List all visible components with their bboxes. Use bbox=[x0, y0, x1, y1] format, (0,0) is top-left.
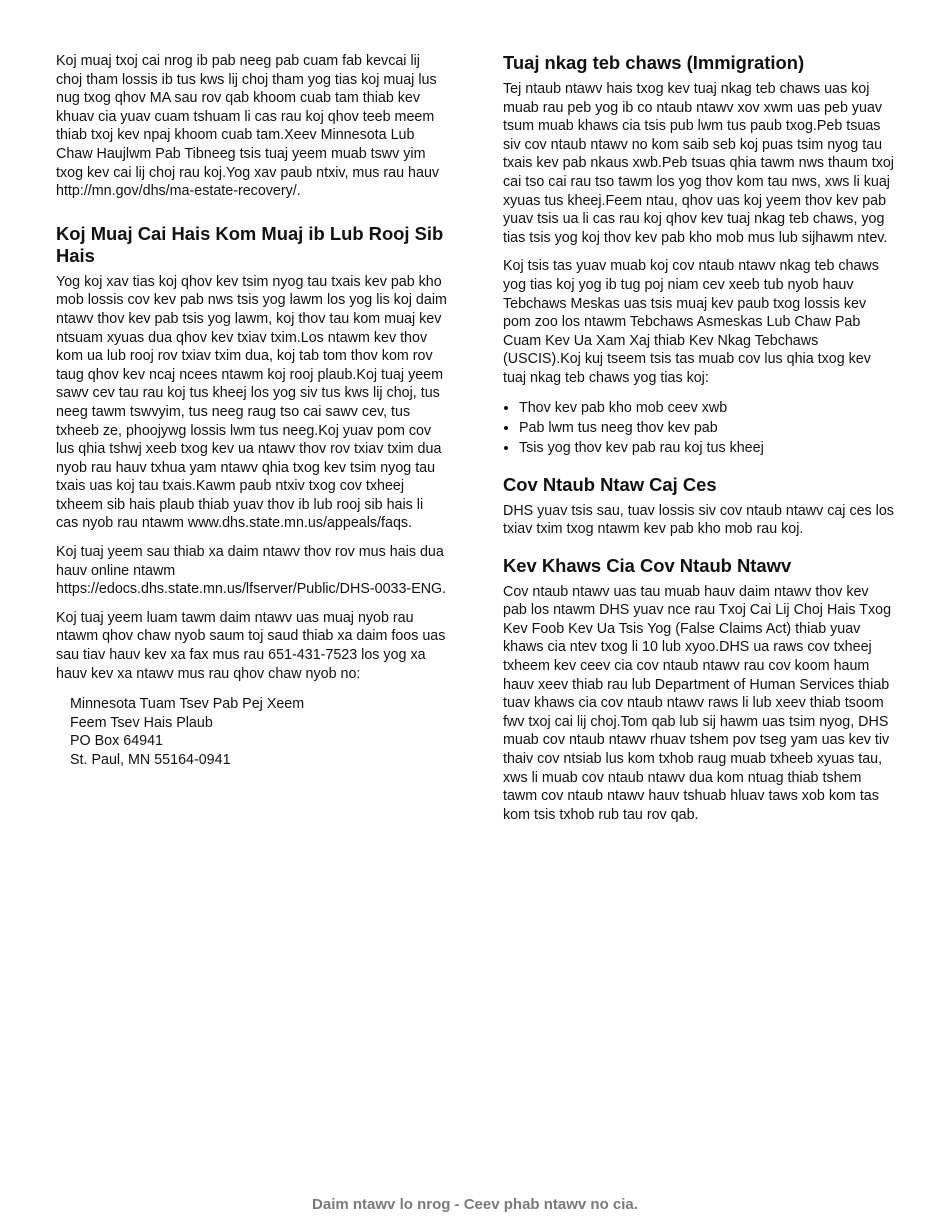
list-item: • Pab lwm tus neeg thov kev pab bbox=[519, 418, 895, 438]
immigration-exemption-paragraph: Koj tsis tas yuav muab koj cov ntaub ntawv nkag teb chaws yog tias koj yog ib tug poj niam cev xeeb tub nyob hauv Tebchaws Meskas uas tsis muaj kev paub txog lossis kev pom zoo los ntawm Tebchaws Asmeskas Lub Chaw Pab Cuam Kev Ua Xam Xaj thiab Kev Nkag Tebchaws (USCIS).Koj kuj tseem tsis tas muab cov lus qhia txog kev tuaj nkag teb chaws yog tias koj: bbox=[503, 258, 879, 386]
records-retention-paragraph: Cov ntaub ntawv uas tau muab hauv daim ntawv thov kev pab los ntawm DHS yuav nce rau Txoj Cai Lij Choj Hais Txog Kev Foob Kev Ua Tsis Yog (False Claims Act) thiab yuav khaws cia ntev txog li 10 lub xyoo.DHS ua raws cov txheej txheem kev ceev cia cov ntaub ntawv rau cov koom haum hauv xeev thiab rau lub Department of Human Services thiab tuav khaws cia cov ntaub ntawv raws li lub xeev thiab tsoom fwv txoj cai lij choj.Tom qab lub sij hawm uas tsim nyog, DHS muab cov ntaub ntawv rhuav tshem pov tseg yam uas kev tiv thaiv cov ntsiab lus kom txhob raug muab txheeb xyuas tau, xws li muab cov ntaub ntawv dua kom ntuag thiab tshem tawm cov ntaub ntawv hauv tshuab hluav taws xob kom tas kom tsis txhob rub tau rov qab. bbox=[503, 583, 892, 823]
address-line: St. Paul, MN 55164-0941 bbox=[70, 752, 231, 768]
mailing-address bbox=[70, 695, 448, 769]
genetic-info-heading: Cov Ntaub Ntaw Caj Ces bbox=[503, 473, 717, 495]
online-appeal-paragraph: Koj tuaj yeem sau thiab xa daim ntawv thov rov mus hais dua hauv online ntawm https://edocs.dhs.state.mn.us/lfserver/Public/DHS-0033-ENG. bbox=[56, 544, 447, 598]
mail-fax-paragraph: Koj tuaj yeem luam tawm daim ntawv uas muaj nyob rau ntawm qhov chaw nyob saum toj saud thiab xa daim foos uas sau tiav hauv kev xa fax mus rau 651-431-7523 los yog xa hauv kev xa ntawv mus rau qhov chaw nyob no: bbox=[56, 609, 446, 682]
address-line: Minnesota Tuam Tsev Pab Pej Xeem bbox=[70, 696, 305, 713]
genetic-info-paragraph: DHS yuav tsis sau, tuav lossis siv cov ntaub ntawv caj ces los txiav txim txog ntawm kev pab kho mob rau koj. bbox=[503, 502, 894, 538]
immigration-exemption-list bbox=[503, 398, 895, 458]
list-item: • Thov kev pab kho mob ceev xwb bbox=[519, 398, 895, 418]
address-line: Feem Tsev Hais Plaub bbox=[70, 714, 213, 731]
intro-paragraph: Koj muaj txoj cai nrog ib pab neeg pab cuam fab kevcai lij choj tham lossis ib tus kws lij choj tham yog tias koj muaj lus nug txog qhov MA sau rov qab khoom cuab tam thiab kev khuav cia yuav cuam tshuam li cas rau koj qhov teeb meem thiab txoj kev npaj khoom cuab tam.Xeev Minnesota Lub Chaw Haujlwm Pab Tibneeg tsis tuaj yeem muab tswv yim txog kev cai lij choj rau koj.Yog xav paub ntxiv, mus rau hauv http://mn.gov/dhs/ma-estate-recovery/. bbox=[56, 53, 440, 200]
address-line: PO Box 64941 bbox=[70, 733, 163, 750]
page-footer: Daim ntawv lo nrog - Ceev phab ntawv no cia. bbox=[312, 1196, 638, 1213]
immigration-paragraph: Tej ntaub ntawv hais txog kev tuaj nkag teb chaws uas koj muab rau peb yog ib co ntaub ntawv xov xwm uas peb yuav tsum muab khaws cia tsis pub lwm tus paub txog.Peb tsuas siv cov ntaub ntawv no kom saib seb koj puas tsim nyog tau txais kev pab nkaus xwb.Peb tsuas qhia tawm nws thaum txoj cai tso cai rau tso tawm los yog thov kom tau nws, xws li kuaj xyuas tus kheej.Feem ntau, qhov uas koj yeem thov kev pab yuav tsis ua li cas rau koj qhov kev tuaj nkag teb chaws, yog tias tsis yog koj thov kev pab kho mob mus lub sijhawm ntev. bbox=[503, 81, 894, 246]
right-column bbox=[503, 52, 895, 834]
left-column bbox=[56, 52, 448, 770]
hearing-rights-paragraph: Yog koj xav tias koj qhov kev tsim nyog tau txais kev pab kho mob lossis cov kev pab nws tsis yog lawm los yog lis koj daim ntawv thov kev pab tsis yog lawm, koj thov tau kom muaj kev ntsuam xyuas dua qhov kev txiav txim.Los ntawm kev thov kom ua lub rooj rov txiav txim dua, koj tab tom thov kom rov taug qhov kev ncaj ncees ntawm koj rooj plaub.Koj tuaj yeem sawv cev tau rau koj tus kheej los yog siv tus kws lij choj, tus neeg tawm tswvyim, tus neeg raug tso cai sawv cev, tus txheeb ze, phoojywg lossis lwm tus neeg.Koj yuav pom cov lus qhia tshwj xeeb txog kev ua ntawv thov rov txiav txim dua nyob rau hauv txhua yam ntawv qhia txog kev tsim nyog tau txais uas koj tau txais.Kawm paub ntxiv txog cov txheej txheem sib hais plaub thiab yuav thov ib lub rooj sib hais li cas nyob rau ntawm www.dhs.state.mn.us/appeals/faqs. bbox=[56, 273, 447, 532]
list-item: • Tsis yog thov kev pab rau koj tus kheej bbox=[519, 438, 895, 458]
immigration-heading: Tuaj nkag teb chaws (Immigration) bbox=[503, 52, 805, 73]
hearing-rights-heading: Koj Muaj Cai Hais Kom Muaj ib Lub Rooj Sib Hais bbox=[56, 222, 444, 266]
records-retention-heading: Kev Khaws Cia Cov Ntaub Ntawv bbox=[503, 554, 792, 576]
